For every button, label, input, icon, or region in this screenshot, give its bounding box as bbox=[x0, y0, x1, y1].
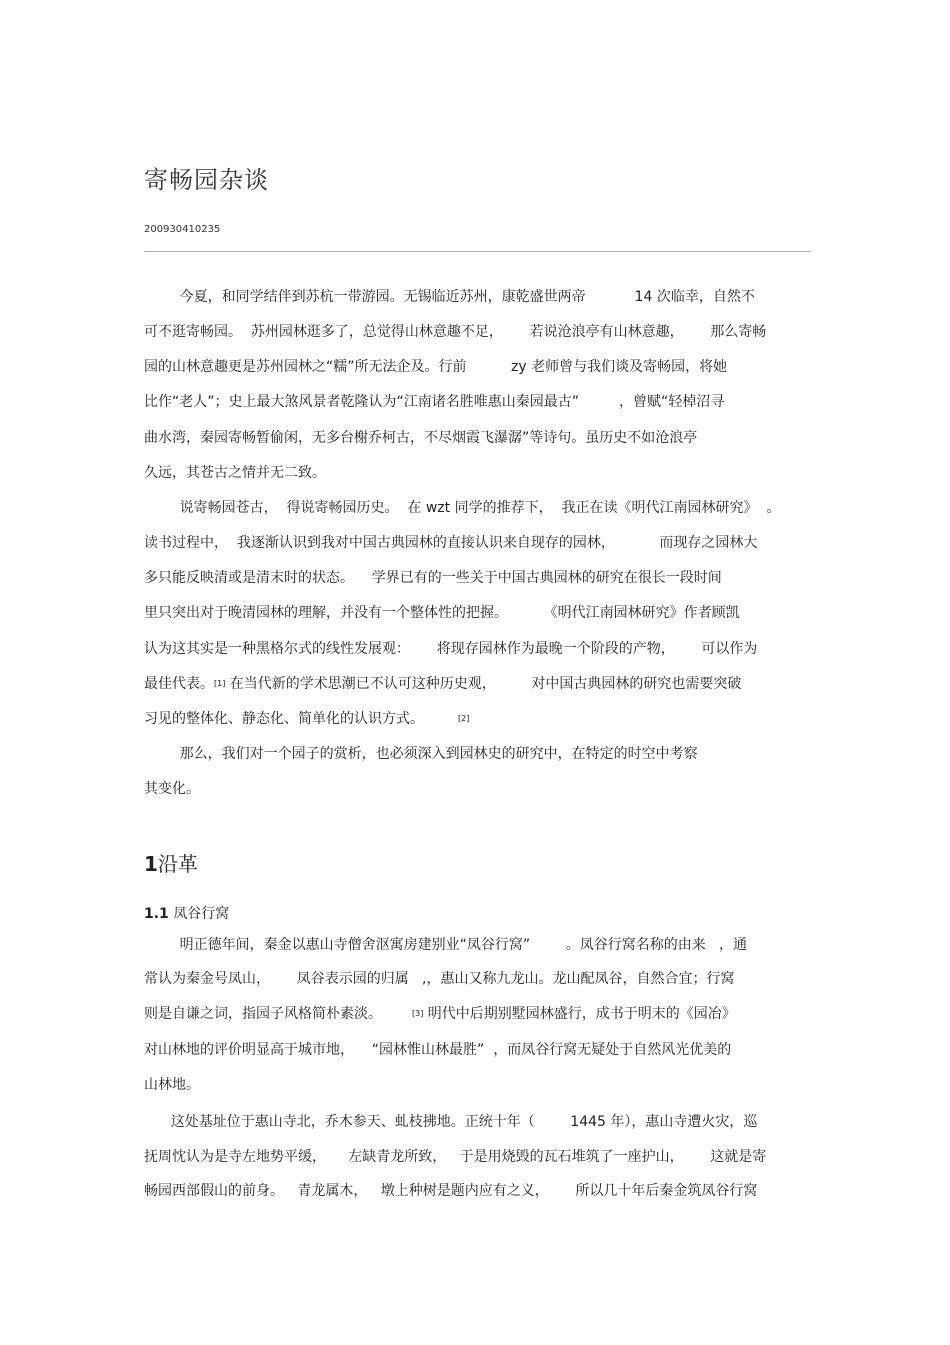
section-title: 沿革 bbox=[157, 852, 198, 876]
paragraph-line: 其变化。 bbox=[144, 781, 200, 797]
paragraph-line: 畅园西部假山的前身。 青龙属木， 墩上种树是题内应有之义， 所以几十年后秦金筑凤谷行窝 bbox=[144, 1183, 758, 1199]
paragraph-line bbox=[144, 1003, 736, 1023]
paragraph-line: 抚周忱认为是寺左地势平缓， 左缺青龙所致， 于是用烧毁的瓦石堆筑了一座护山， 这就是寄 bbox=[144, 1149, 767, 1165]
paragraph-line: 读书过程中， 我逐渐认识到我对中国古典园林的直接认识来自现存的园林， 而现存之园林大 bbox=[144, 535, 758, 551]
paragraph-line: 说寄畅园苍古， 得说寄畅园历史。 在 wzt 同学的推荐下， 我正在读《明代江南园林研究》 。 bbox=[144, 500, 781, 516]
line-text: 在当代新的学术思潮已不认可这种历史观， 对中国古典园林的研究也需要突破 bbox=[225, 676, 742, 692]
paragraph-line: 比作“老人”；史上最大煞风景者乾隆认为“江南诸名胜唯惠山秦园最古” ，曾赋“轻棹沼寻 bbox=[144, 394, 725, 410]
header-divider bbox=[144, 251, 811, 252]
paragraph-line: 常认为秦金号凤山， 凤谷表示园的归属 ,，惠山又称九龙山。龙山配凤谷，自然合宜；行窝 bbox=[144, 971, 735, 987]
student-id: 200930410235 bbox=[144, 224, 221, 235]
citation-ref: [1] bbox=[214, 679, 226, 688]
citation-ref: [2] bbox=[458, 714, 470, 723]
paragraph-line: 可不逛寄畅园。 苏州园林逛多了，总觉得山林意趣不足， 若说沧浪亭有山林意趣， 那么寄畅 bbox=[144, 324, 767, 340]
paragraph-line: 曲水湾，秦园寄畅暂偷闲，无多台榭乔柯古，不尽烟霞飞瀑潺”等诗句。虽历史不如沧浪亭 bbox=[144, 430, 698, 446]
paragraph-line: 里只突出对于晚清园林的理解，并没有一个整体性的把握。 《明代江南园林研究》作者顾凯 bbox=[144, 605, 740, 621]
subsection-title: 凤谷行窝 bbox=[173, 906, 230, 922]
paragraph-line: 这处基址位于惠山寺北，乔木参天、虬枝拂地。正统十年（ 1445 年），惠山寺遭火灾，巡 bbox=[144, 1114, 758, 1130]
paragraph-line: 认为这其实是一种黑格尔式的线性发展观： 将现存园林作为最晚一个阶段的产物， 可以作为 bbox=[144, 641, 758, 657]
paragraph-line: 园的山林意趣更是苏州园林之“糯”所无法企及。行前 zy 老师曾与我们谈及寄畅园，将她 bbox=[144, 359, 728, 375]
paragraph-line: 山林地。 bbox=[144, 1077, 200, 1093]
line-text: 习见的整体化、静态化、简单化的认识方式。 bbox=[144, 711, 424, 727]
paragraph-line: 今夏，和同学结伴到苏杭一带游园。无锡临近苏州，康乾盛世两帝 14 次临幸，自然不 bbox=[144, 289, 755, 305]
section-number: 1 bbox=[144, 852, 158, 876]
document-title: 寄畅园杂谈 bbox=[144, 166, 269, 194]
subsection-number: 1.1 bbox=[144, 906, 169, 922]
line-text: 最佳代表。 bbox=[144, 676, 214, 692]
paragraph-line bbox=[144, 673, 741, 693]
line-text: 则是自谦之词，指园子风格简朴素淡。 bbox=[144, 1006, 382, 1022]
paragraph-line: 多只能反映清或是清末时的状态。 学界已有的一些关于中国古典园林的研究在很长一段时间 bbox=[144, 570, 722, 586]
paragraph-line: 久远，其苍古之情并无二致。 bbox=[144, 465, 326, 481]
subsection-heading bbox=[144, 903, 229, 923]
citation-ref: [3] bbox=[412, 1009, 424, 1018]
paragraph-line: 明正德年间，秦金以惠山寺僧舍沤寓房建别业“凤谷行窝” 。凤谷行窝名称的由来 ，通 bbox=[144, 937, 748, 953]
paragraph-line: 那么，我们对一个园子的赏析，也必须深入到园林史的研究中，在特定的时空中考察 bbox=[144, 746, 698, 762]
line-text: 明代中后期别墅园林盛行，成书于明末的《园冶》 bbox=[423, 1006, 736, 1022]
section-heading bbox=[144, 848, 198, 877]
paragraph-line: 对山林地的评价明显高于城市地， “园林惟山林最胜” ，而凤谷行窝无疑处于自然风光优美的 bbox=[144, 1042, 732, 1058]
paragraph-line bbox=[144, 708, 469, 728]
